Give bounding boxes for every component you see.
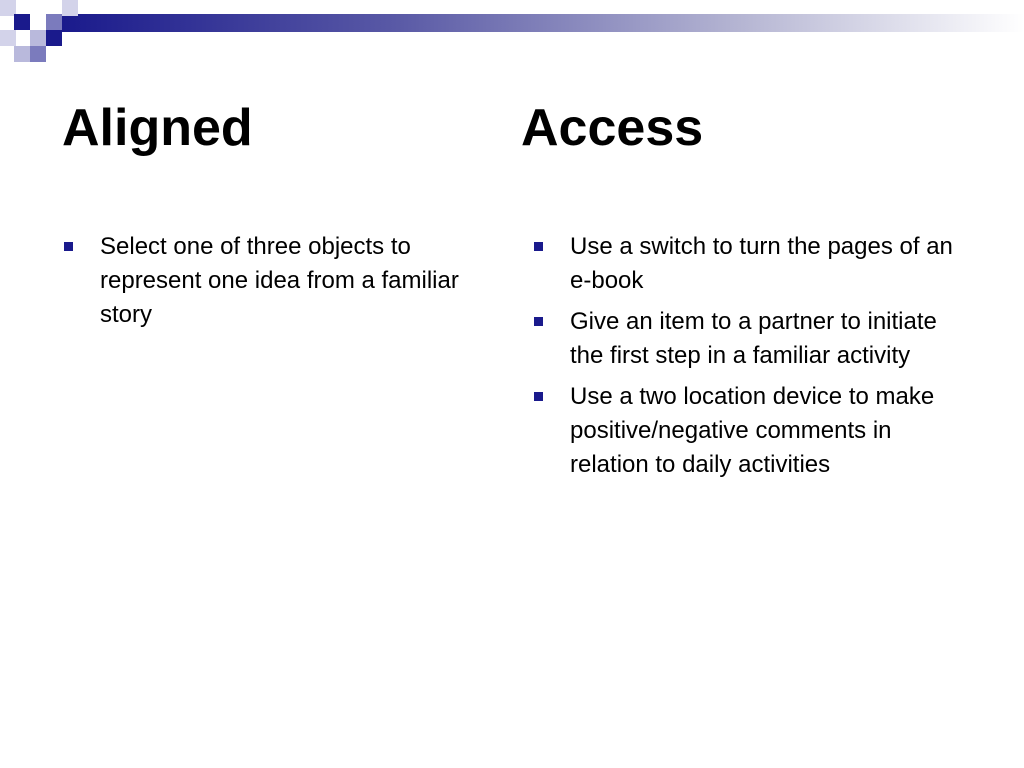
right-title: Access <box>521 99 704 157</box>
deco-square <box>0 30 16 46</box>
deco-square <box>14 14 30 30</box>
left-title: Aligned <box>62 99 253 157</box>
bullet-text: Use a switch to turn the pages of an e-book <box>570 233 953 294</box>
deco-square <box>30 46 46 62</box>
square-bullet-icon <box>534 392 543 401</box>
list-item <box>62 230 482 332</box>
list-item <box>532 230 972 298</box>
deco-square <box>14 46 30 62</box>
gradient-band <box>62 14 1024 32</box>
deco-square <box>46 30 62 46</box>
list-item <box>532 380 972 482</box>
square-bullet-icon <box>534 317 543 326</box>
square-bullet-icon <box>534 242 543 251</box>
bullet-text: Select one of three objects to represent one idea from a familiar story <box>100 233 459 328</box>
square-bullet-icon <box>64 242 73 251</box>
deco-square <box>62 0 78 16</box>
bullet-text: Give an item to a partner to initiate the first step in a familiar activity <box>570 308 937 369</box>
list-item <box>532 305 972 373</box>
bullet-text: Use a two location device to make positive/negative comments in relation to daily activities <box>570 383 935 478</box>
right-bullet-list <box>532 230 972 489</box>
deco-square <box>46 14 62 30</box>
left-bullet-list <box>62 230 482 339</box>
deco-square <box>30 30 46 46</box>
